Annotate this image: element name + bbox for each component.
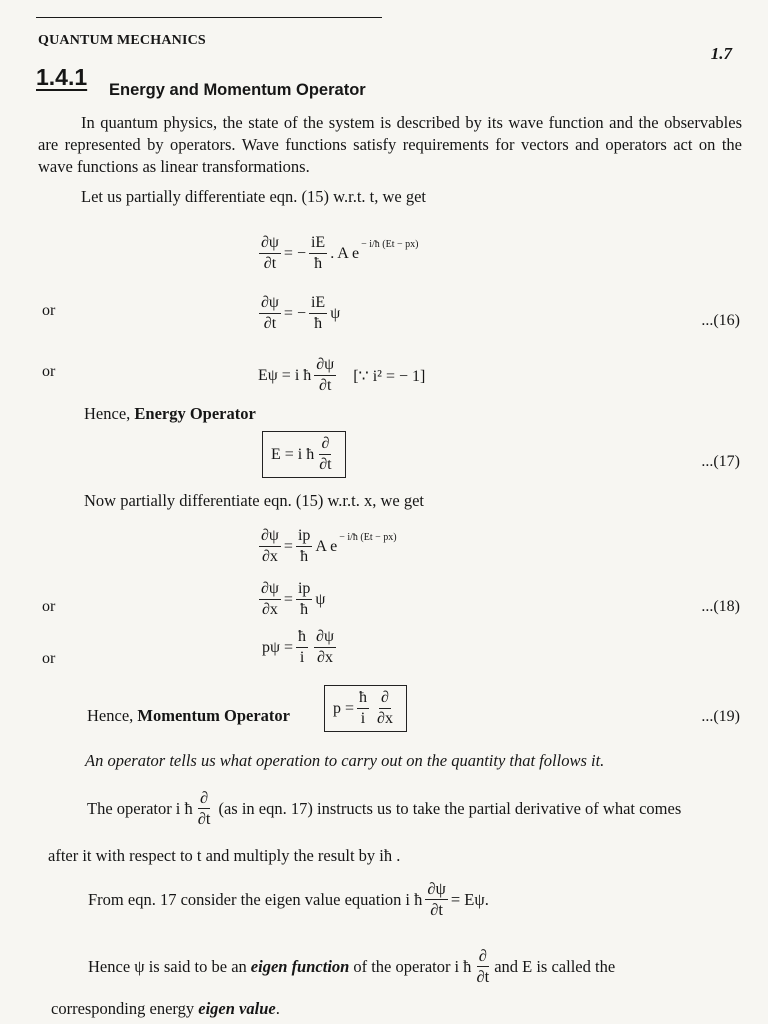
momentum-operator-label: Momentum Operator xyxy=(137,706,290,725)
equation-17-box: E = i ħ $\frac{\partial}{\partial t}$ xyxy=(262,431,346,478)
diff-x-sentence: Now partially differentiate eqn. (15) w.r.t. x, we get xyxy=(84,491,424,510)
operator-sentence: The operator i ħ $\frac{\partial}{\partial t}$ (as in eqn. 17) instructs us to take the partial derivative of what comes xyxy=(87,788,682,828)
running-title: QUANTUM MECHANICS xyxy=(38,33,206,48)
eigen-function-sentence: Hence ψ is said to be an eigen function of the operator i ħ $\frac{\partial}{\partial t}$ and E is called the xyxy=(88,946,616,986)
equation-16: $\frac{\partial\psi}{\partial t}$ = − $\frac{iE}{ħ}$ ψ xyxy=(261,294,341,332)
equation-p-psi: pψ = $\frac{ħ}{i}$ $\frac{\partial\psi}{\partial x}$ xyxy=(262,628,334,666)
header-rule xyxy=(36,17,382,18)
hence-momentum: Hence, Momentum Operator xyxy=(87,706,290,725)
page-number: 1.7 xyxy=(710,44,732,63)
equation-19-box: p = $\frac{ħ}{i}$ $\frac{\partial}{\partial x}$ xyxy=(324,685,407,732)
section-number: 1.4.1 xyxy=(36,64,88,90)
operator-sentence-cont: after it with respect to t and multiply the result by iħ . xyxy=(48,846,401,865)
or-label: or xyxy=(42,302,56,319)
equation-e-psi: Eψ = i ħ $\frac{\partial\psi}{\partial t}$ [∵ i² = − 1] xyxy=(258,356,426,394)
equation-number-19: ...(19) xyxy=(701,708,740,725)
or-label: or xyxy=(42,363,56,380)
equation-dpsi-dx-full: $\frac{\partial\psi}{\partial x}$ = $\frac{ip}{ħ}$ A e − i/ħ (Et − px) xyxy=(261,527,397,565)
equation-18: $\frac{\partial\psi}{\partial x}$ = $\frac{ip}{ħ}$ ψ xyxy=(261,580,326,618)
eigen-value-sentence: corresponding energy eigen value. xyxy=(51,999,280,1018)
equation-number-18: ...(18) xyxy=(701,598,740,615)
or-label: or xyxy=(42,598,56,615)
eigen-value-equation: From eqn. 17 consider the eigen value equation i ħ $\frac{\partial\psi}{\partial t}$ = Eψ. xyxy=(88,879,489,919)
equation-number-16: ...(16) xyxy=(701,312,740,329)
operator-definition: An operator tells us what operation to carry out on the quantity that follows it. xyxy=(85,751,605,770)
or-label: or xyxy=(42,650,56,667)
intro-paragraph: In quantum physics, the state of the system is described by its wave function and the observables are represented by operators. Wave functions satisfy requirements for vectors and operators act on the wave functions as linear transformations. xyxy=(38,113,742,176)
energy-operator-label: Energy Operator xyxy=(134,404,256,423)
diff-t-sentence: Let us partially differentiate eqn. (15) w.r.t. t, we get xyxy=(81,187,427,206)
equation-dpsi-dt-full: $\frac{\partial\psi}{\partial t}$ = − $\frac{iE}{ħ}$ . A e − i/ħ (Et − px) xyxy=(261,234,419,272)
hence-energy: Hence, Energy Operator xyxy=(84,404,256,423)
equation-number-17: ...(17) xyxy=(701,453,740,470)
section-title: Energy and Momentum Operator xyxy=(109,81,366,99)
